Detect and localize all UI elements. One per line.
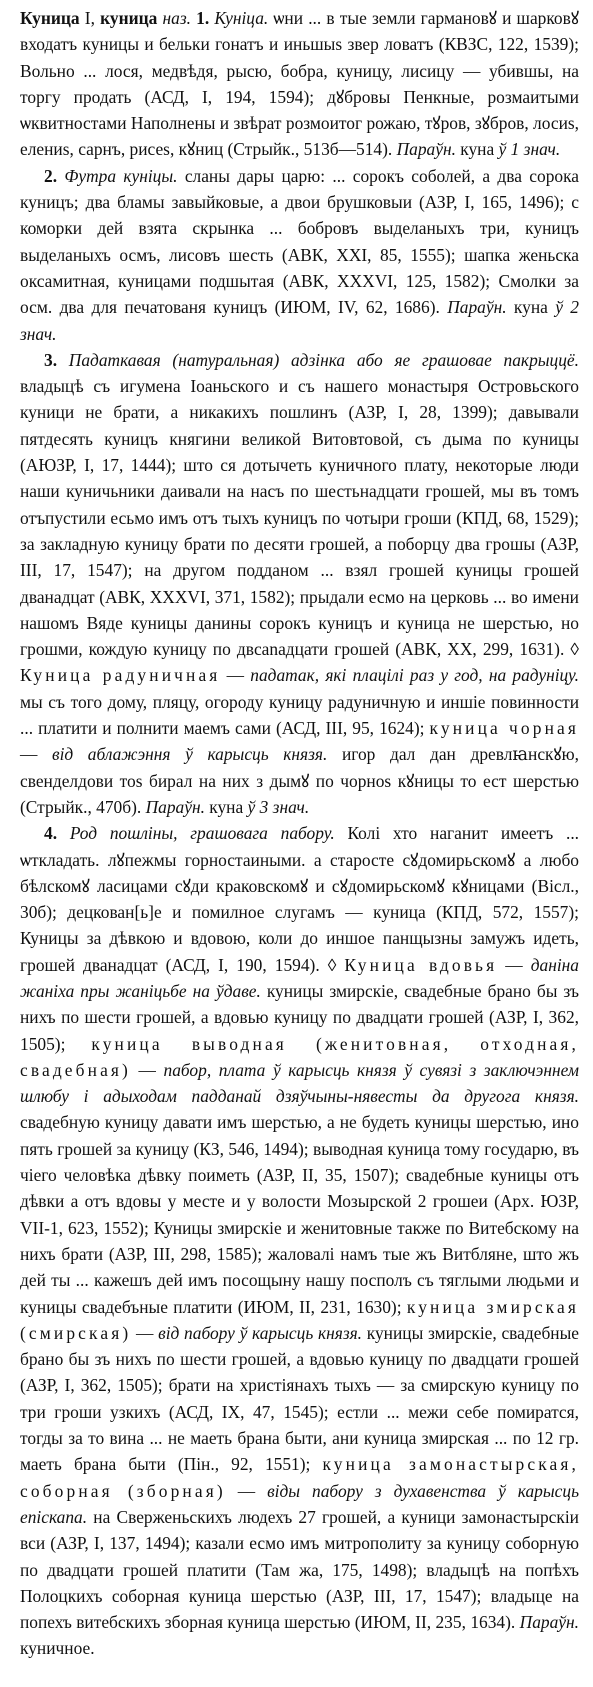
text-run: куница замонастырская, соборная (зборная) — [20, 1454, 579, 1501]
text-run: Футра куніцы. — [64, 165, 185, 186]
text-run: Падаткавая (натуральная) адзінка або яе грашовае пакрыццё. — [68, 349, 579, 370]
text-run: ў 1 знач. — [498, 139, 561, 160]
text-run: Куница — [20, 8, 80, 28]
text-run: від пабору ў карысць князя. — [158, 1322, 367, 1343]
text-run: віды пабору з духавенства ў карысць епіскапа. — [20, 1480, 579, 1527]
text-run: игор дал дан древлꙗнскꙋю, свенделдови тоѕ бирал на них з дымꙋ по чорноѕ кꙋницы то ест шерстью (Стрыйк., 470б). — [20, 744, 579, 817]
text-run: Куніца. — [214, 8, 274, 28]
text-run: — — [220, 665, 251, 686]
text-run: — — [497, 954, 531, 975]
text-run: Куница вдовья — [344, 954, 498, 975]
text-run: — — [20, 744, 53, 765]
text-run: — — [130, 1059, 164, 1080]
text-run: мы съ того дому, пляцу, огороду куницу радуничную и иншіе повинности ... платити и полнити маемъ сами (АСД, III, 95, 1624); — [20, 691, 579, 739]
text-run: куница выводная (женитовная, отходная, свадебная) — [20, 1033, 579, 1080]
text-run: Куница радуничная — [20, 665, 221, 686]
text-run: 4. — [44, 823, 70, 844]
text-run: владыцѣ съ игумена Іоаньского и съ нашего монастыря Островьского куници не брати, а никакихъ пошлинъ (АЗР, I, 28, 1399); давывали пятдесять куницъ княгини великой Витовтовой, съ дыма по куницы (АЮЗР, I, 17, 1444); што ся дотычеть куничного плату, некоторые люди наши куничьники даивали на насъ по шестьнадцати грошей, мы въ томъ отъпустили есьмо имъ отъ тыхъ куницъ по чотыри гроши (КПД, 68, 1529); за закладную куницу брати по десяти грошей, а поборцу два грошы (АЗР, III, 17, 1547); на другом подданом ... взял грошей куницы грошей дванадцат (АВК, XXXVI, 371, 1582); прыдали есмо на церковь ... во имени нашомъ Вяде куницы данины сорокъ куницъ и куница не шерстью, но грошми, кождую куницу по двcanадцати грошей (АВК, XX, 299, 1631). ◊ — [20, 376, 579, 660]
text-run: пабор, плата ў карысць князя ў сувязі з заключэннем шлюбу і адыходам падданай дзяўчыны-нявесты да другога князя. — [20, 1059, 579, 1107]
text-run: куница чорная — [429, 718, 580, 739]
text-run: Параўн. — [396, 139, 456, 160]
text-run: наз. — [157, 8, 197, 28]
text-run: куница змирская (смирская) — [20, 1296, 579, 1343]
text-run: від аблажэння ў карысць князя. — [52, 744, 342, 765]
text-run: 1. — [196, 8, 215, 28]
text-run: куница — [100, 8, 158, 28]
text-run: 2. — [44, 165, 65, 186]
text-run: I, — [79, 8, 101, 28]
text-run: Род пошліны, грашовага пабору. — [69, 823, 348, 844]
text-run: — — [131, 1322, 159, 1343]
text-run: Параўн. — [145, 796, 205, 817]
text-run: свадебную куницу давати имъ шерстью, а не будеть куницы шерстью, ино пять грошей за куницу (КЗ, 546, 1494); выводная куница тому государю, въ чіего человѣка дѣвку поиметь (АЗР, II, 35, 1507); свадебные куницы отъ дѣвки а отъ вдовы у месте и у волости Мозырской 2 грошеи (Арх. ЮЗР, VII-1, 623, 1552); Куницы змирскіе и женитовные также по Витебскому на нихъ брати (АЗР, III, 298, 1585); жаловалі намъ тые жъ Витбляне, што жъ дей ты ... кажешъ дей имъ посощыну нашу посполъ съ тяглыми людьми и куницы свадебъные платити (ИЮМ, II, 231, 1630); — [20, 1112, 579, 1317]
text-run: куницы змирскіе, свадебные брано бы зъ нихъ по шести грошей, а вдовью куницу по двадцати грошей (АЗР, I, 362, 1505); — [20, 980, 579, 1054]
text-run: даніна жаніха пры жаніцьбе на ўдаве. — [20, 954, 579, 1001]
sense-4-paragraph — [20, 820, 579, 1662]
text-run: Параўн. — [447, 297, 507, 318]
text-run: Параўн. — [519, 1612, 579, 1633]
text-run: куничное. — [20, 1638, 95, 1659]
text-run: куницы змирскіе, свадебные брано бы зъ нихъ по шести грошей, а вдовью куницу по двадцати грошей (АЗР, I, 362, 1505); брати на христіянахъ тыхъ — за смирскую куницу по три гроши узкихъ (АСД, IX, 47, 1545); естли ... межи себе помиратся, тогды за то вина ... не маеть брана быти, ани куница змирская ... по 12 гр. маеть брана быти (Пін., 92, 1551); — [20, 1322, 579, 1475]
text-run: куна — [506, 297, 556, 318]
text-run: сланы дары царю: ... сорокъ соболей, а два сорока куницъ; два бламы завыйковые, а двои брушковыи (АЗР, I, 165, 1496); с коморки дей взята скрынка ... бобровъ выделаныхъ три, куницъ выделаныхъ осмъ, лисовъ шесть (АВК, XXI, 85, 1555); шапка женьска оксамитная, куницами подшытая (АВК, XXXVI, 125, 1582); Смолки за осм. два для печатованя куницъ (ИЮМ, IV, 62, 1686). — [20, 165, 580, 318]
text-run: ў 3 знач. — [247, 796, 310, 817]
text-run: 3. — [44, 349, 69, 370]
sense-2-paragraph — [20, 163, 579, 347]
text-run: на Сверженьскихъ людехъ 27 грошей, а куници замонастырскіи вси (АЗР, I, 137, 1494); казали есмо имъ митрополиту за куницу соборную по двадцати грошей платити (Там жа, 175, 1498); владыцѣ на попѣхъ Полоцкихъ соборная куница шерстью (АЗР, III, 17, 1547); владыце на попехъ витебскихъ зборная куница шерстью (ИЮМ, II, 235, 1634). — [20, 1506, 579, 1633]
text-run: падатак, які плацілі раз у год, на радуніцу. — [250, 665, 579, 686]
text-run: куна — [204, 796, 248, 817]
text-run: ў 2 знач. — [20, 297, 579, 344]
text-run: Колі хто наганит имеетъ ... ѡткладать. лꙋпежмы горностаиными. а старосте сꙋдомирьскомꙋ а любо бѣлскомꙋ ласицами сꙋди краковскомꙋ и сꙋдомирьскомꙋ кꙋницами (Вісл., 30б); децкован[ь]е и помилное слугамъ — куница (КПД, 572, 1557); Куницы за дѣвкою и вдовою, коли до иншое панщызны замужъ идеть, грошей дванадцат (АСД, I, 190, 1594). ◊ — [20, 823, 580, 975]
sense-1-paragraph — [20, 5, 579, 163]
text-run: — — [225, 1480, 268, 1501]
sense-3-paragraph — [20, 347, 579, 820]
text-run: куна — [455, 139, 499, 160]
text-run: ѡни ... в тые земли гармановꙋ и шарковꙋ входатъ куницы и бельки гонатъ и иньшыѕ звер ловатъ (КВЗС, 122, 1539); Вольно ... лося, медвѣдя, рысю, бобра, куницу, лисицу — убившы, на торгу продать (АСД, I, 194, 1594); дꙋбровы Пенкные, розмаитыми ѡквитностами Наполнены и звѣрат розмоитог рожаю, тꙋров, зꙋбров, лосиѕ, елениѕ, сарнъ, рисеѕ, кꙋниц (Стрыйк., 513б—514). — [20, 8, 579, 160]
